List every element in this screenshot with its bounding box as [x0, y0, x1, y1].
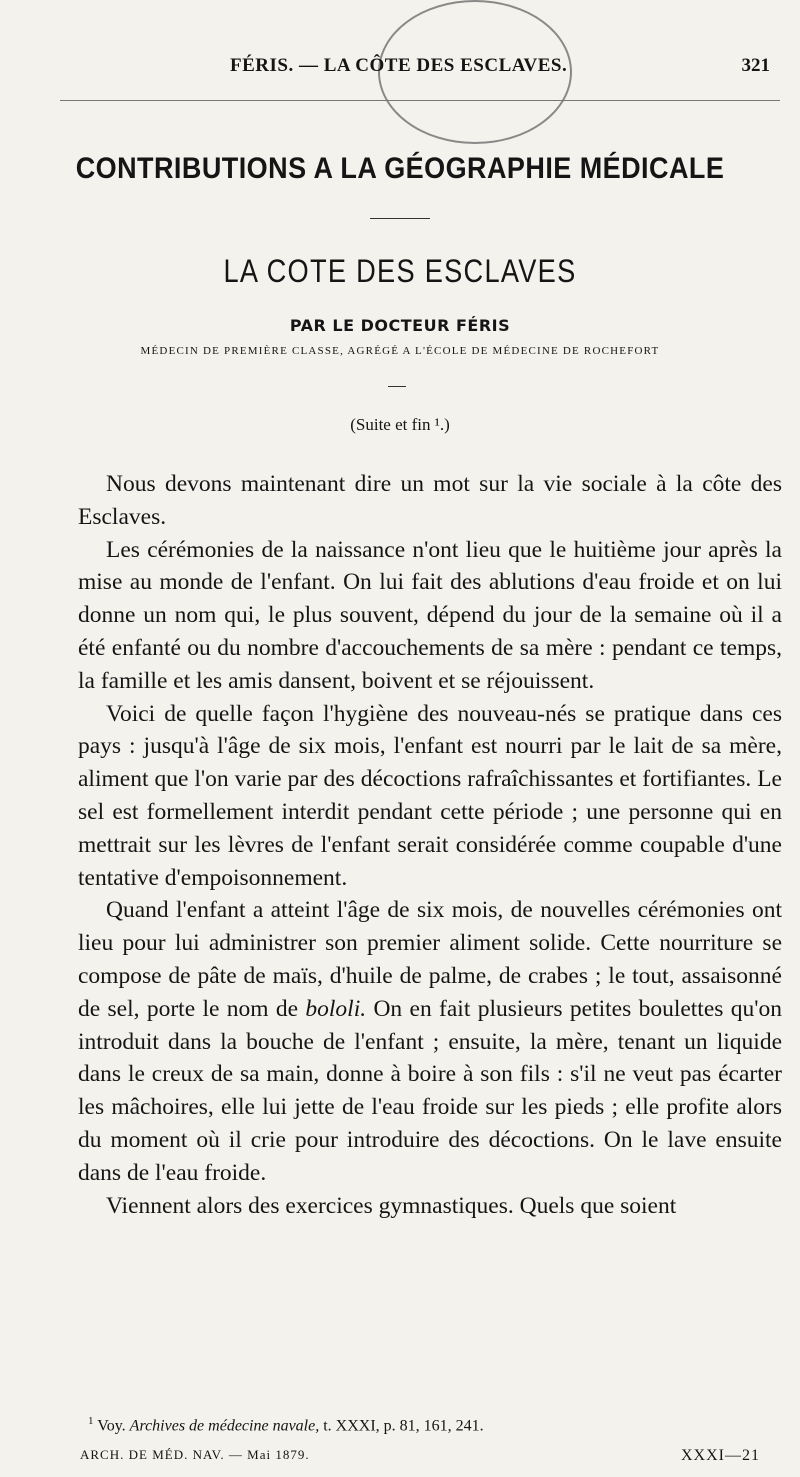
italic-term: bololi.: [305, 995, 367, 1022]
section-dash: [388, 386, 406, 387]
title-divider: [370, 218, 430, 219]
footnote-mark: 1: [88, 1415, 94, 1427]
author-affiliation: MÉDECIN DE PREMIÈRE CLASSE, AGRÉGÉ A L'ÉCOLE DE MÉDECINE DE ROCHEFORT: [140, 345, 660, 357]
page-header: [60, 55, 780, 85]
continuation-note: (Suite et fin ¹.): [350, 415, 450, 434]
article-subtitle: LA COTE DES ESCLAVES: [223, 253, 577, 289]
footnote-title: Archives de médecine navale,: [129, 1417, 320, 1435]
paragraph: Nous devons maintenant dire un mot sur la vie sociale à la côte des Esclaves.: [78, 471, 782, 530]
paragraph: Les cérémonies de la naissance n'ont lieu que le huitième jour après la mise au monde de l'enfant. On lui fait des ablutions d'eau froide et on lui donne un nom qui, le plus souvent, dépend du jour de la semaine où il a été enfanté ou du nombre d'accouchements de sa mère : pendant ce temps, la famille et les amis dansent, boivent et se réjouissent.: [78, 536, 782, 694]
paragraph: [78, 894, 782, 1189]
footnote: [88, 1415, 788, 1435]
author-line: PAR LE DOCTEUR FÉRIS: [289, 316, 511, 335]
page-number: 321: [741, 55, 770, 76]
running-head: FÉRIS. — LA CÔTE DES ESCLAVES.: [230, 55, 568, 76]
paragraph-text: On en fait plusieurs petites boulettes qu'on introduit dans la bouche de l'enfant ; ensuite, la mère, tenant un liquide dans le creux de sa main, donne à boire à son fils : s'il ne veut pas écarter les mâchoires, elle lui jette de l'eau froide sur les pieds ; elle profite alors du moment où il crie pour introduire des décoctions. On le lave ensuite dans de l'eau froide.: [78, 995, 782, 1186]
footer-signature: ARCH. DE MÉD. NAV. — Mai 1879.: [80, 1447, 310, 1462]
paragraph: Viennent alors des exercices gymnastiques. Quels que soient: [106, 1192, 677, 1219]
paragraph: Voici de quelle façon l'hygiène des nouveau-nés se pratique dans ces pays : jusqu'à l'âge de six mois, l'enfant est nourri par le lait de sa mère, aliment que l'on varie par des décoctions rafraîchissantes et fortifiantes. Le sel est formellement interdit pendant cette période ; une personne qui en mettrait sur les lèvres de l'enfant serait considérée comme coupable d'une tentative d'empoisonnement.: [78, 700, 782, 891]
page-footer: [80, 1447, 780, 1463]
article-body: [78, 468, 782, 1222]
header-rule: [60, 100, 780, 101]
article-title: CONTRIBUTIONS A LA GÉOGRAPHIE MÉDICALE: [75, 152, 725, 185]
footnote-prefix: Voy.: [97, 1417, 130, 1435]
footer-sheet: XXXI—21: [681, 1447, 760, 1464]
footnote-rest: t. XXXI, p. 81, 161, 241.: [319, 1417, 484, 1435]
paragraph-text: Quand l'enfant a atteint l'âge de six mois, de nouvelles cérémonies ont lieu pour lui administrer son premier aliment solide. Cette nourriture se compose de pâte de maïs, d'huile de palme, de crabes ; le tout, assaisonné de sel, porte le nom de: [78, 897, 782, 1022]
